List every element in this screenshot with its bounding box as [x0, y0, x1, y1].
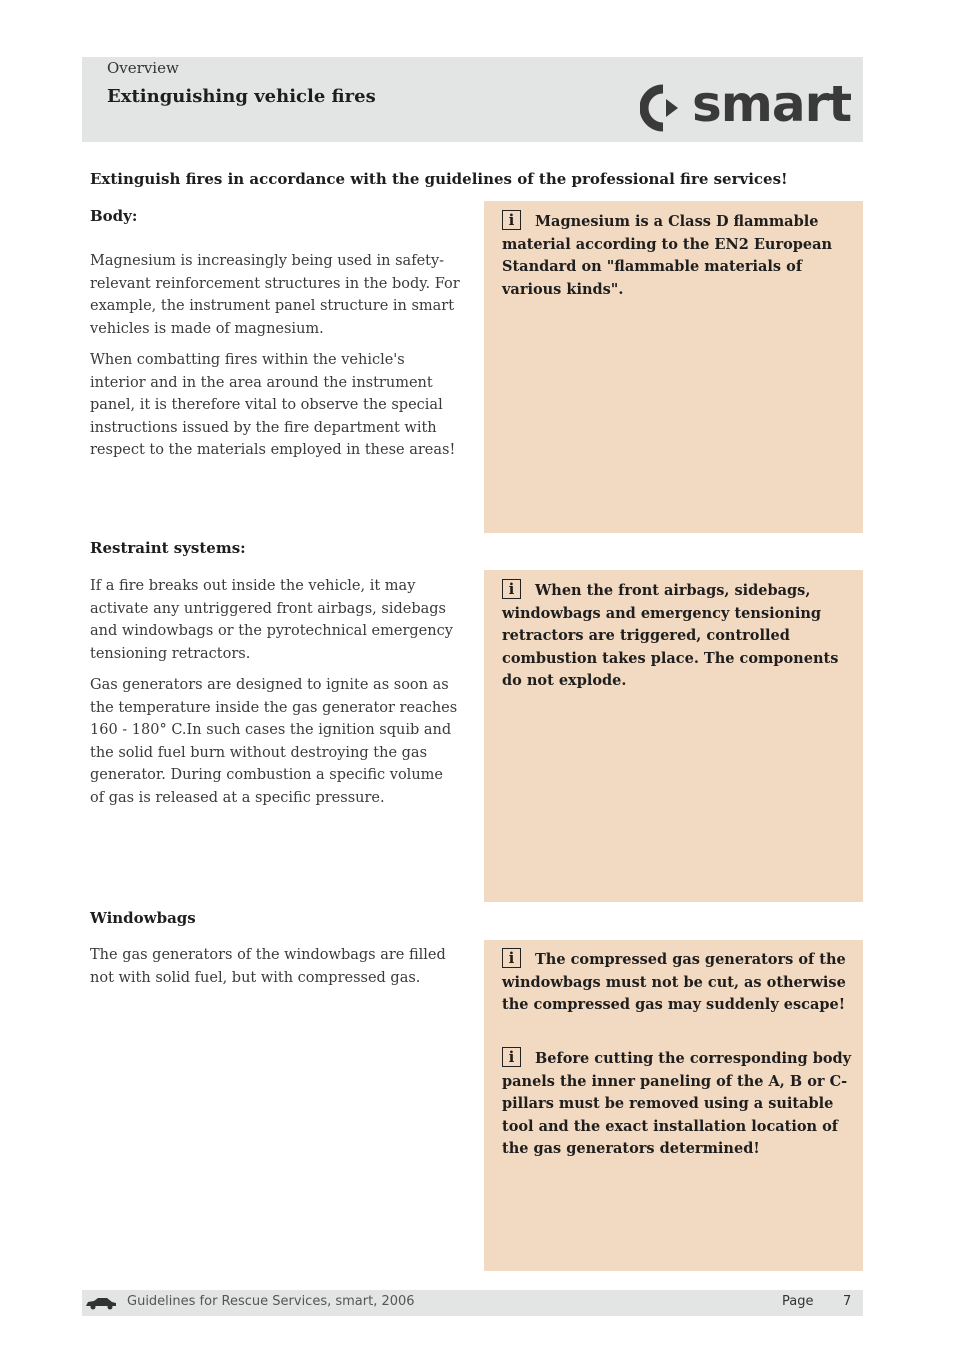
section-heading-body: Body: — [90, 207, 138, 225]
info-note-text: The compressed gas generators of the windowbags must not be cut, as otherwise the compressed gas may suddenly escape! — [502, 951, 846, 1013]
info-box-windowbags — [484, 940, 863, 1271]
page-number: 7 — [843, 1294, 852, 1309]
restraint-paragraph-1: If a fire breaks out inside the vehicle, it may activate any untriggered front airbags, sidebags and windowbags or the pyrotechnical emergency tensioning retractors. — [90, 578, 453, 662]
body-paragraph-1: Magnesium is increasingly being used in safety-relevant reinforcement structures in the body. For example, the instrument panel structure in smart vehicles is made of magnesium. — [90, 253, 460, 337]
info-note-text: Magnesium is a Class D flammable material according to the EN2 European Standard on "flammable materials of various kinds". — [502, 213, 833, 298]
logo-text: smart — [692, 75, 852, 133]
info-note-windowbags-2 — [502, 1047, 856, 1161]
lead-statement: Extinguish fires in accordance with the guidelines of the professional fire services! — [90, 170, 788, 188]
info-note-restraint — [502, 579, 856, 693]
info-note-text: Before cutting the corresponding body panels the inner paneling of the A, B or C-pillars must be removed using a suitable tool and the exact installation location of the gas generators determined! — [502, 1050, 852, 1157]
info-note-body — [502, 210, 856, 301]
section-heading-windowbags: Windowbags — [90, 909, 196, 927]
windowbags-paragraph-1: The gas generators of the windowbags are filled not with solid fuel, but with compressed gas. — [90, 947, 446, 986]
body-paragraph-2: When combatting fires within the vehicle's interior and in the area around the instrument panel, it is therefore vital to observe the special instructions issued by the fire department with respect to the materials employed in these areas! — [90, 352, 456, 458]
page-label: Page — [782, 1294, 814, 1309]
info-icon: i — [502, 579, 521, 599]
info-box-body — [484, 201, 863, 533]
footer-text: Guidelines for Rescue Services, smart, 2006 — [127, 1294, 415, 1309]
section-heading-restraint: Restraint systems: — [90, 539, 246, 557]
car-icon — [85, 1296, 117, 1310]
page-footer — [82, 1290, 863, 1316]
info-icon: i — [502, 1047, 521, 1067]
section-label: Overview — [107, 59, 179, 77]
smart-logo-icon — [640, 83, 686, 133]
restraint-paragraph-2: Gas generators are designed to ignite as soon as the temperature inside the gas generator reaches 160 - 180° C.In such cases the ignition squib and the solid fuel burn without destroying the gas generator. During combustion a specific volume of gas is released at a specific pressure. — [90, 677, 458, 806]
smart-logo — [640, 75, 852, 133]
page-header — [82, 57, 863, 142]
page-title: Extinguishing vehicle fires — [107, 86, 376, 107]
info-note-text: When the front airbags, sidebags, windowbags and emergency tensioning retractors are triggered, controlled combustion takes place. The components do not explode. — [502, 582, 839, 689]
info-box-restraint — [484, 570, 863, 902]
info-icon: i — [502, 210, 521, 230]
info-note-windowbags-1 — [502, 948, 856, 1017]
info-icon: i — [502, 948, 521, 968]
